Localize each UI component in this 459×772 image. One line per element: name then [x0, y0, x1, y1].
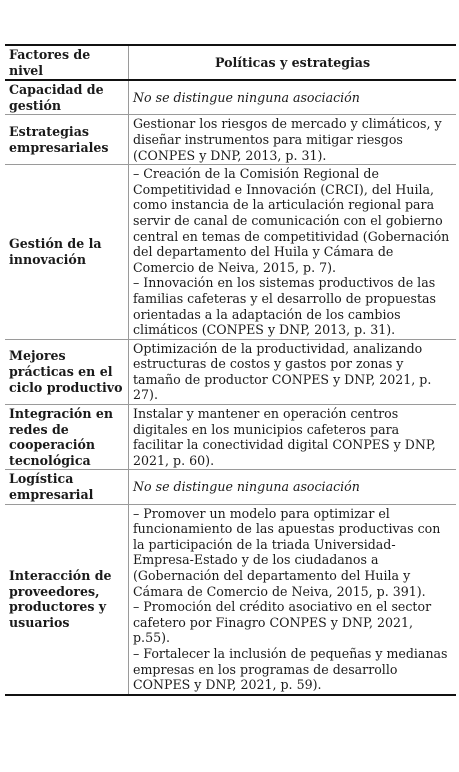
policy-text: – Fortalecer la inclusión de pequeñas y medianas empresas en los programas de desarrollo CONPES y DNP, 2021, p. 59).: [133, 645, 448, 693]
table-row: [5, 80, 456, 115]
factor-cell: Mejores prácticas en el ciclo productivo: [5, 339, 129, 404]
table-row: [5, 504, 456, 695]
policy-cell: [129, 339, 457, 404]
factor-cell: Gestión de la innovación: [5, 165, 129, 340]
table-row: [5, 405, 456, 470]
policy-cell: [129, 470, 457, 504]
policy-text: No se distingue ninguna asociación: [133, 89, 360, 105]
table-row: [5, 165, 456, 340]
policy-text: – Promover un modelo para optimizar el funcionamiento de las apuestas productivas con la participación de la triada Universidad-Empresa-Estado y de los ciudadanos a (Gobernación del departamento del Huila y Cámara de Comercio de Neiva, 2015, p. 391).: [133, 505, 441, 599]
policy-text: Instalar y mantener en operación centros digitales en los municipios cafeteros para facilitar la conectividad digital CONPES y DNP, 2021, p. 60).: [133, 406, 436, 468]
header-factor: Factores de nivel: [5, 45, 129, 80]
header-policy: Políticas y estrategias: [129, 45, 457, 80]
table-header-row: [5, 45, 456, 80]
policy-text: Gestionar los riesgos de mercado y climáticos, y diseñar instrumentos para mitigar riesgos (CONPES y DNP, 2013, p. 31).: [133, 116, 442, 163]
factor-cell: Interacción de proveedores, productores y usuarios: [5, 504, 129, 695]
policy-text: – Promoción del crédito asociativo en el sector cafetero por Finagro CONPES y DNP, 2021, p.55).: [133, 599, 432, 646]
table-row: [5, 470, 456, 504]
policy-text: – Creación de la Comisión Regional de Competitividad e Innovación (CRCI), del Huila, como instancia de la articulación regional para servir de canal de comunicación con el gobierno central en temas de competitividad (Gobernación del departamento del Huila y Cámara de Comercio de Neiva, 2015, p. 7).: [133, 166, 450, 275]
factor-cell: Integración en redes de cooperación tecnológica: [5, 405, 129, 470]
policy-cell: [129, 80, 457, 115]
policy-cell: [129, 405, 457, 470]
table-row: [5, 339, 456, 404]
factor-cell: Estrategias empresariales: [5, 115, 129, 165]
policy-text: No se distingue ninguna asociación: [133, 479, 360, 495]
table-body: [5, 80, 456, 695]
policy-cell: [129, 504, 457, 695]
factor-cell: Capacidad de gestión: [5, 80, 129, 115]
policy-cell: [129, 165, 457, 340]
policies-table: [5, 44, 456, 696]
policy-text: Optimización de la productividad, analizando estructuras de costos y gastos por zonas y tamaño de productor CONPES y DNP, 2021, p. 27).: [133, 340, 432, 403]
table-row: [5, 115, 456, 165]
policy-cell: [129, 115, 457, 165]
policy-text: – Innovación en los sistemas productivos de las familias cafeteras y el desarrollo de propuestas orientadas a la adaptación de los cambios climáticos (CONPES y DNP, 2013, p. 31).: [133, 275, 437, 338]
factor-cell: Logística empresarial: [5, 470, 129, 504]
